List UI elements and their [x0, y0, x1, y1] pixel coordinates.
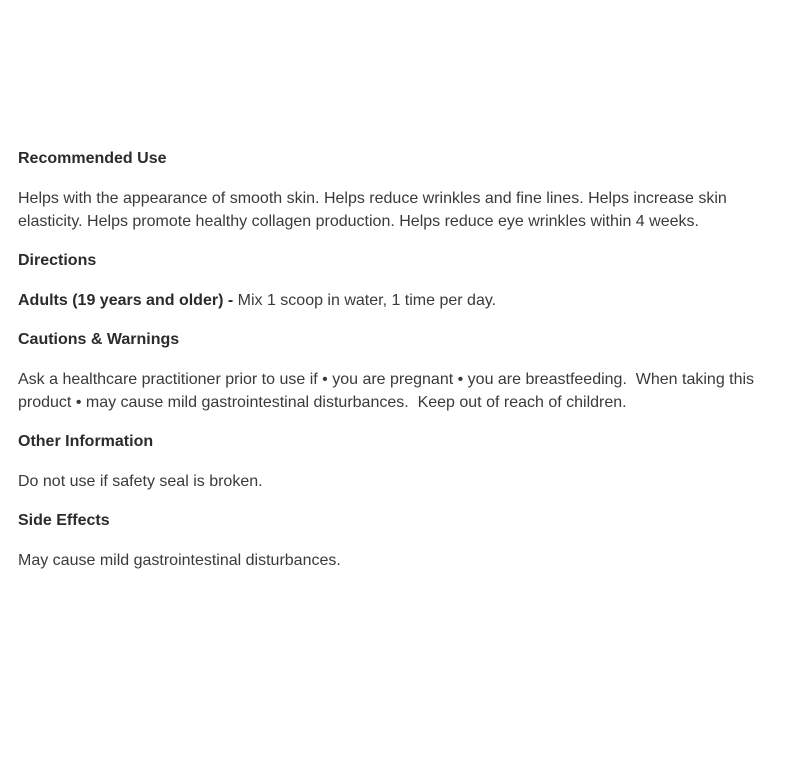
cautions-heading: Cautions & Warnings — [18, 331, 180, 348]
side-effects-heading: Side Effects — [18, 512, 110, 529]
other-information-heading: Other Information — [18, 433, 154, 450]
directions-label: Adults (19 years and older) - — [18, 292, 234, 309]
product-info-content — [18, 148, 776, 589]
other-information-text: Do not use if safety seal is broken. — [18, 473, 263, 490]
directions-text — [18, 289, 776, 312]
recommended-use-heading: Recommended Use — [18, 150, 167, 167]
directions-detail: Mix 1 scoop in water, 1 time per day. — [233, 292, 497, 309]
recommended-use-text: Helps with the appearance of smooth skin. Helps reduce wrinkles and fine lines. Helps increase skin elasticity. Helps promote healthy collagen production. Helps reduce eye wrinkles within 4 weeks. — [18, 190, 727, 230]
side-effects-text: May cause mild gastrointestinal disturbances. — [18, 552, 341, 569]
directions-heading: Directions — [18, 252, 97, 269]
cautions-text: Ask a healthcare practitioner prior to use if • you are pregnant • you are breastfeeding. When taking this product • may cause mild gastrointestinal disturbances. Keep out of reach of children. — [18, 371, 759, 411]
